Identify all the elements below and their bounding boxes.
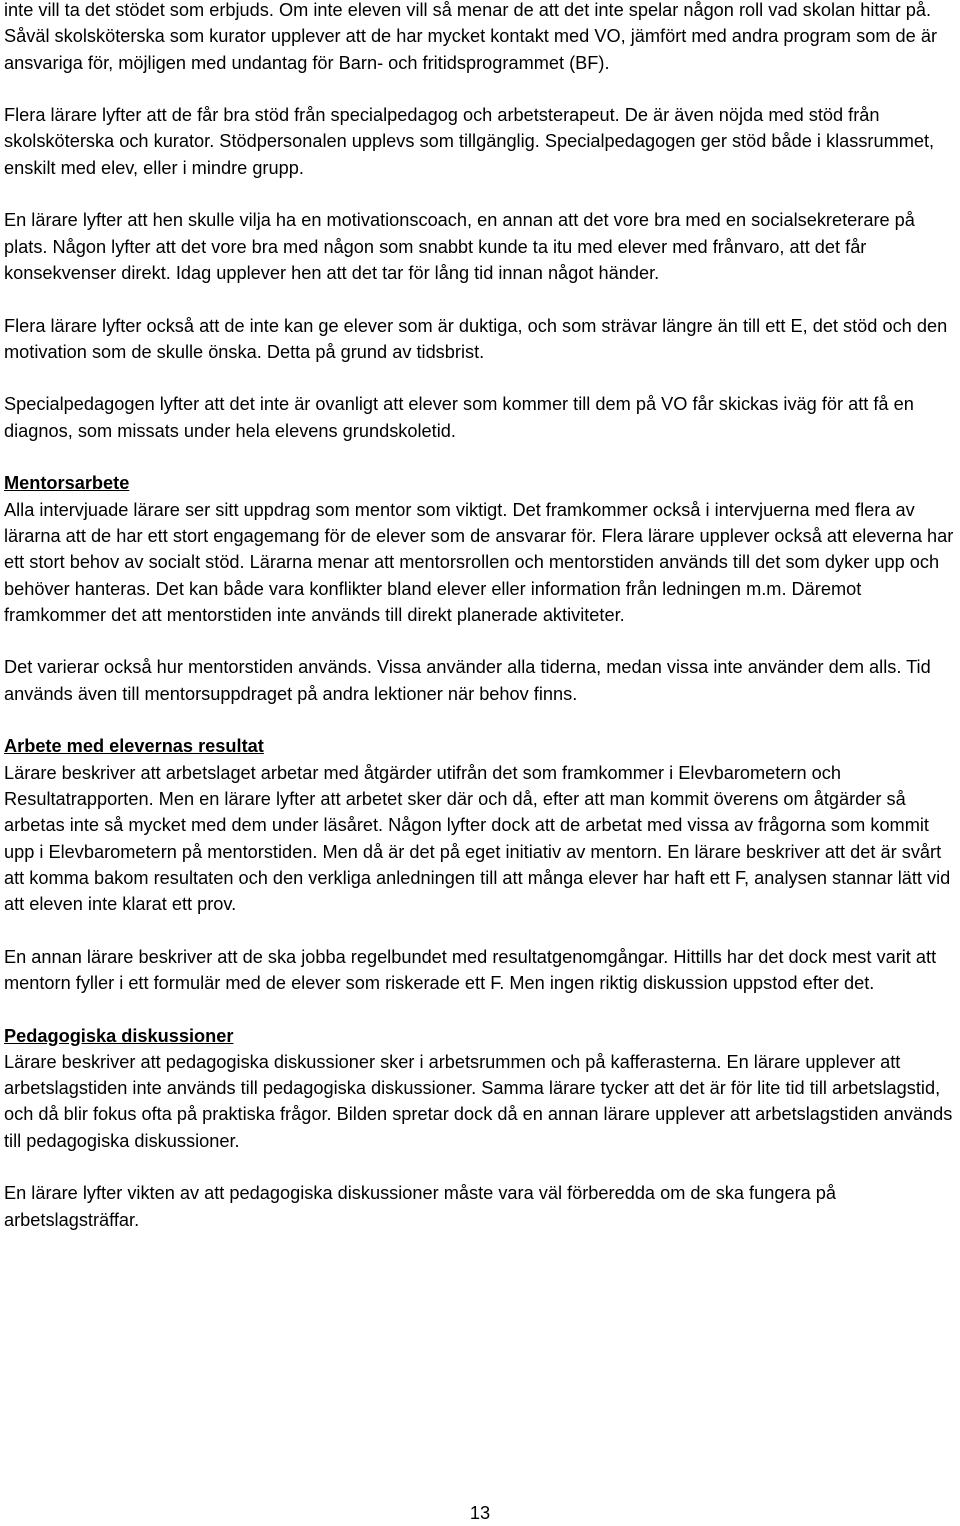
section-heading-resultat: Arbete med elevernas resultat	[4, 736, 264, 757]
paragraph: En annan lärare beskriver att de ska jobba regelbundet med resultatgenomgångar. Hittills har det dock mest varit att mentorn fyller i ett formulär med de elever som riskerade ett F. Men ingen riktig diskussion uppstod efter det.	[4, 946, 937, 993]
page-number: 13	[469, 1503, 491, 1523]
paragraph: inte vill ta det stödet som erbjuds. Om inte eleven vill så menar de att det inte spelar någon roll vad skolan hittar på. Såväl skolsköterska som kurator upplever att de har mycket kontakt med VO, jämfört med andra program som de är ansvariga för, möjligen med undantag för Barn- och fritidsprogrammet (BF).	[4, 0, 938, 73]
paragraph: Flera lärare lyfter att de får bra stöd från specialpedagog och arbetsterapeut. De är även nöjda med stöd från skolsköterska och kurator. Stödpersonalen upplevs som tillgänglig. Specialpedagogen ger stöd både i klassrummet, enskilt med elev, eller i mindre grupp.	[4, 105, 935, 178]
paragraph: Lärare beskriver att arbetslaget arbetar med åtgärder utifrån det som framkommer i Elevbarometern och Resultatrapporten. Men en lärare lyfter att arbetet sker där och då, efter att man kommit överens om åtgärder så arbetas inte så mycket med dem under läsåret. Någon lyfter dock att de arbetat med vissa av frågorna som kommit upp i Elevbarometern på mentorstiden. Men då är det på eget initiativ av mentorn. En lärare beskriver att det är svårt att komma bakom resultaten och den verkliga anledningen till att många elever har haft ett F, analysen stannar lätt vid att eleven inte klarat ett prov.	[4, 762, 951, 915]
paragraph: Flera lärare lyfter också att de inte kan ge elever som är duktiga, och som strävar längre än till ett E, det stöd och den motivation som de skulle önska. Detta på grund av tidsbrist.	[4, 315, 948, 362]
paragraph: En lärare lyfter vikten av att pedagogiska diskussioner måste vara väl förberedda om de ska fungera på arbetslagsträffar.	[4, 1183, 837, 1230]
paragraph: Alla intervjuade lärare ser sitt uppdrag som mentor som viktigt. Det framkommer också i intervjuerna med flera av lärarna att de har ett stort engagemang för de elever som de ansvarar för. Flera lärare upplever också att eleverna har ett stort behov av socialt stöd. Lärarna menar att mentorsrollen och mentorstiden används till det som dyker upp och behöver hanteras. Det kan både vara konflikter bland elever eller information från ledningen m.m. Däremot framkommer det att mentorstiden inte används till direkt planerade aktiviteter.	[4, 499, 954, 625]
paragraph: Det varierar också hur mentorstiden används. Vissa använder alla tiderna, medan vissa inte använder dem alls. Tid används även till mentorsuppdraget på andra lektioner när behov finns.	[4, 657, 931, 704]
paragraph: En lärare lyfter att hen skulle vilja ha en motivationscoach, en annan att det vore bra med en socialsekreterare på plats. Någon lyfter att det vore bra med någon som snabbt kunde ta itu med elever med frånvaro, att det får konsekvenser direkt. Idag upplever hen att det tar för lång tid innan något händer.	[4, 210, 915, 283]
document-page	[4, 0, 958, 1233]
section-heading-pedagogiska: Pedagogiska diskussioner	[4, 1025, 234, 1046]
section-heading-mentorsarbete: Mentorsarbete	[4, 473, 130, 494]
paragraph: Lärare beskriver att pedagogiska diskussioner sker i arbetsrummen och på kafferasterna. En lärare upplever att arbetslagstiden inte används till pedagogiska diskussioner. Samma lärare tycker att det är för lite tid till arbetslagstid, och då blir fokus ofta på praktiska frågor. Bilden spretar dock då en annan lärare upplever att arbetslagstiden används till pedagogiska diskussioner.	[4, 1051, 953, 1151]
paragraph: Specialpedagogen lyfter att det inte är ovanligt att elever som kommer till dem på VO får skickas iväg för att få en diagnos, som missats under hela elevens grundskoletid.	[4, 394, 914, 441]
